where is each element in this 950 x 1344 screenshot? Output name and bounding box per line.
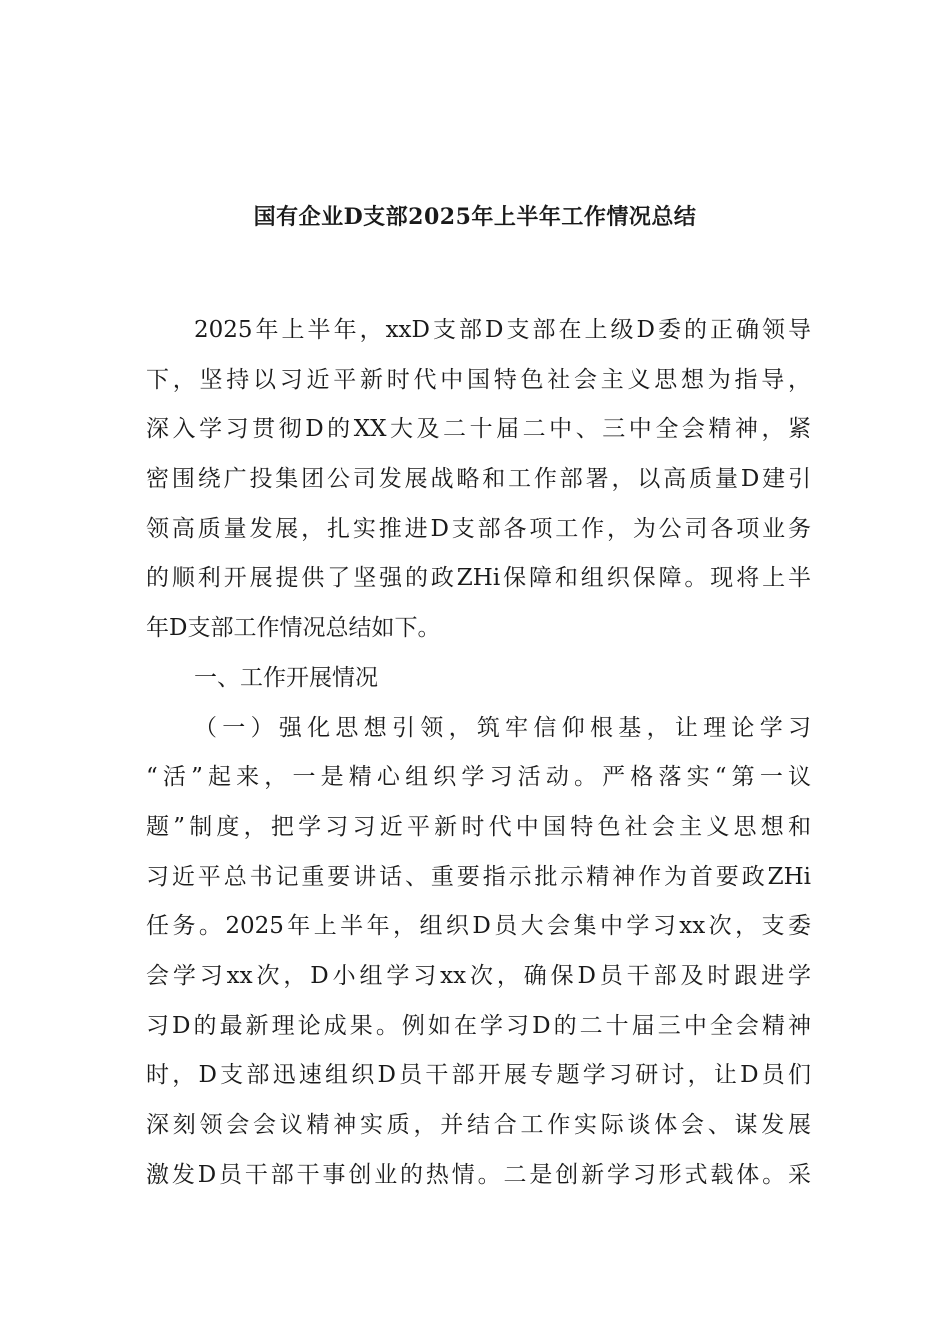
body-line: 会学习xx次，D小组学习xx次，确保D员干部及时跟进学: [146, 962, 811, 989]
body-line: 2025年上半年，xxD支部D支部在上级D委的正确领导: [194, 317, 811, 343]
document-body: [146, 309, 811, 1203]
body-line: 年D支部工作情况总结如下。: [146, 615, 441, 642]
body-line: “活”起来，一是精心组织学习活动。严格落实“第一议: [146, 764, 811, 791]
body-line: 下，坚持以习近平新时代中国特色社会主义思想为指导，: [146, 366, 811, 393]
body-line: 领高质量发展，扎实推进D支部各项工作，为公司各项业务: [146, 515, 811, 542]
document-title: 国有企业D支部2025年上半年工作情况总结: [253, 204, 697, 230]
body-line: （一）强化思想引领，筑牢信仰根基，让理论学习: [194, 714, 811, 741]
body-line: 的顺利开展提供了坚强的政ZHi保障和组织保障。现将上半: [146, 565, 811, 592]
section-heading: 一、工作开展情况: [194, 664, 378, 691]
body-line: 题”制度，把学习习近平新时代中国特色社会主义思想和: [146, 813, 811, 840]
body-line: 时，D支部迅速组织D员干部开展专题学习研讨，让D员们: [146, 1062, 811, 1089]
body-line: 习近平总书记重要讲话、重要指示批示精神作为首要政ZHi: [146, 863, 811, 890]
body-line: 深刻领会会议精神实质，并结合工作实际谈体会、谋发展: [146, 1112, 811, 1138]
body-line: 深入学习贯彻D的XX大及二十届二中、三中全会精神，紧: [146, 416, 811, 443]
body-line: 密围绕广投集团公司发展战略和工作部署，以高质量D建引: [146, 466, 811, 493]
body-line: 任务。2025年上半年，组织D员大会集中学习xx次，支委: [146, 913, 811, 940]
body-line: 激发D员干部干事创业的热情。二是创新学习形式载体。采: [146, 1161, 811, 1188]
body-line: 习D的最新理论成果。例如在学习D的二十届三中全会精神: [146, 1012, 811, 1039]
